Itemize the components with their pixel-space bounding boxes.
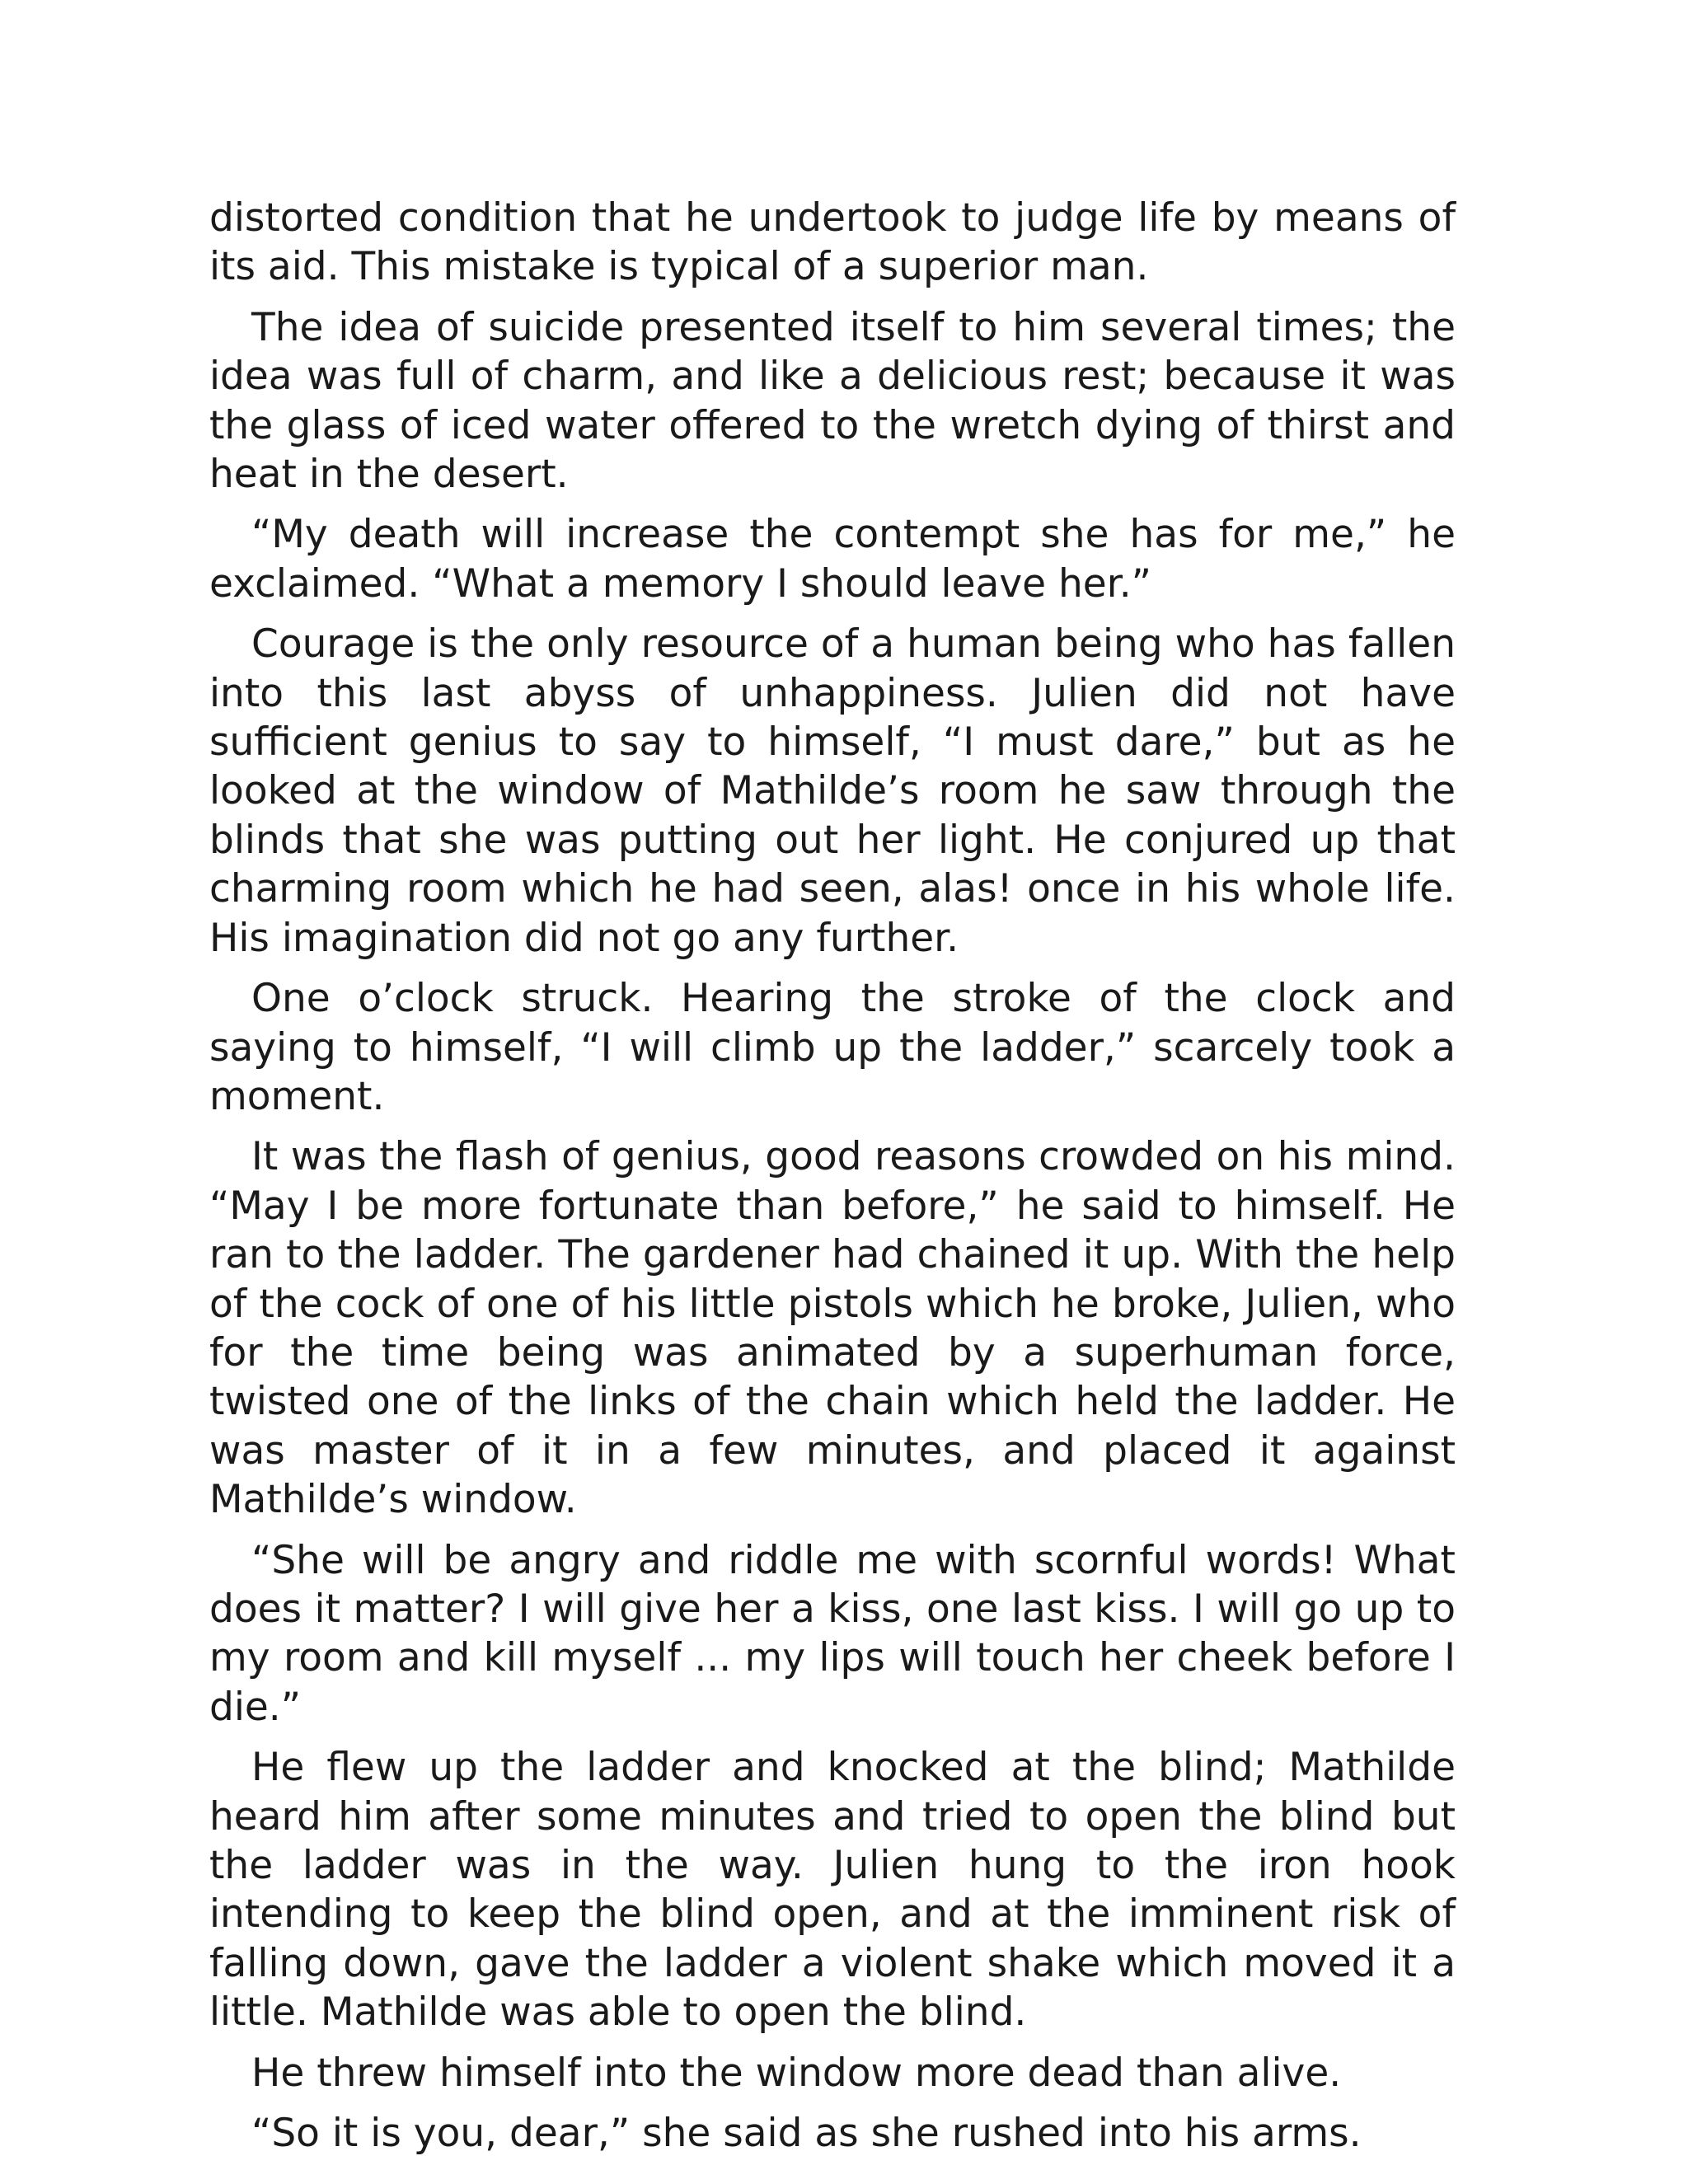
paragraph: “So it is you, dear,” she said as she rushed into his arms.: [251, 2111, 1362, 2157]
paragraph: Courage is the only resource of a human being who has fallen into this last abyss of unhappiness. Julien did not have sufficient genius to say to himself, “I must dare,” but as he looked at the window of Mathilde’s room he saw through the blinds that she was putting out her light. He conjured up that charming room which he had seen, alas! once in his whole life. His imagination did not go any further.: [209, 621, 1456, 961]
paragraph: One o’clock struck. Hearing the stroke of the clock and saying to himself, “I will climb up the ladder,” scarcely took a moment.: [209, 976, 1456, 1119]
paragraph: He flew up the ladder and knocked at the blind; Mathilde heard him after some minutes and tried to open the blind but the ladder was in the way. Julien hung to the iron hook intending to keep the blind open, and at the imminent risk of falling down, gave the ladder a violent shake which moved it a little. Mathilde was able to open the blind.: [209, 1745, 1456, 2036]
paragraph: The idea of suicide presented itself to him several times; the idea was full of charm, and like a delicious rest; because it was the glass of iced water offered to the wretch dying of thirst and heat in the desert.: [209, 304, 1456, 498]
paragraph: “She will be angry and riddle me with scornful words! What does it matter? I will give her a kiss, one last kiss. I will go up to my room and kill myself ... my lips will touch her cheek before I die.”: [209, 1537, 1456, 1730]
paragraph: distorted condition that he undertook to judge life by means of its aid. This mistake is typical of a superior man.: [209, 195, 1456, 290]
paragraph: He threw himself into the window more dead than alive.: [251, 2050, 1342, 2096]
paragraph: “My death will increase the contempt she has for me,” he exclaimed. “What a memory I should leave her.”: [209, 512, 1456, 607]
page-body: [209, 194, 1456, 2169]
paragraph: It was the flash of genius, good reasons crowded on his mind. “May I be more fortunate than before,” he said to himself. He ran to the ladder. The gardener had chained it up. With the help of the cock of one of his little pistols which he broke, Julien, who for the time being was animated by a superhuman force, twisted one of the links of the chain which held the ladder. He was master of it in a few minutes, and placed it against Mathilde’s window.: [209, 1134, 1456, 1523]
